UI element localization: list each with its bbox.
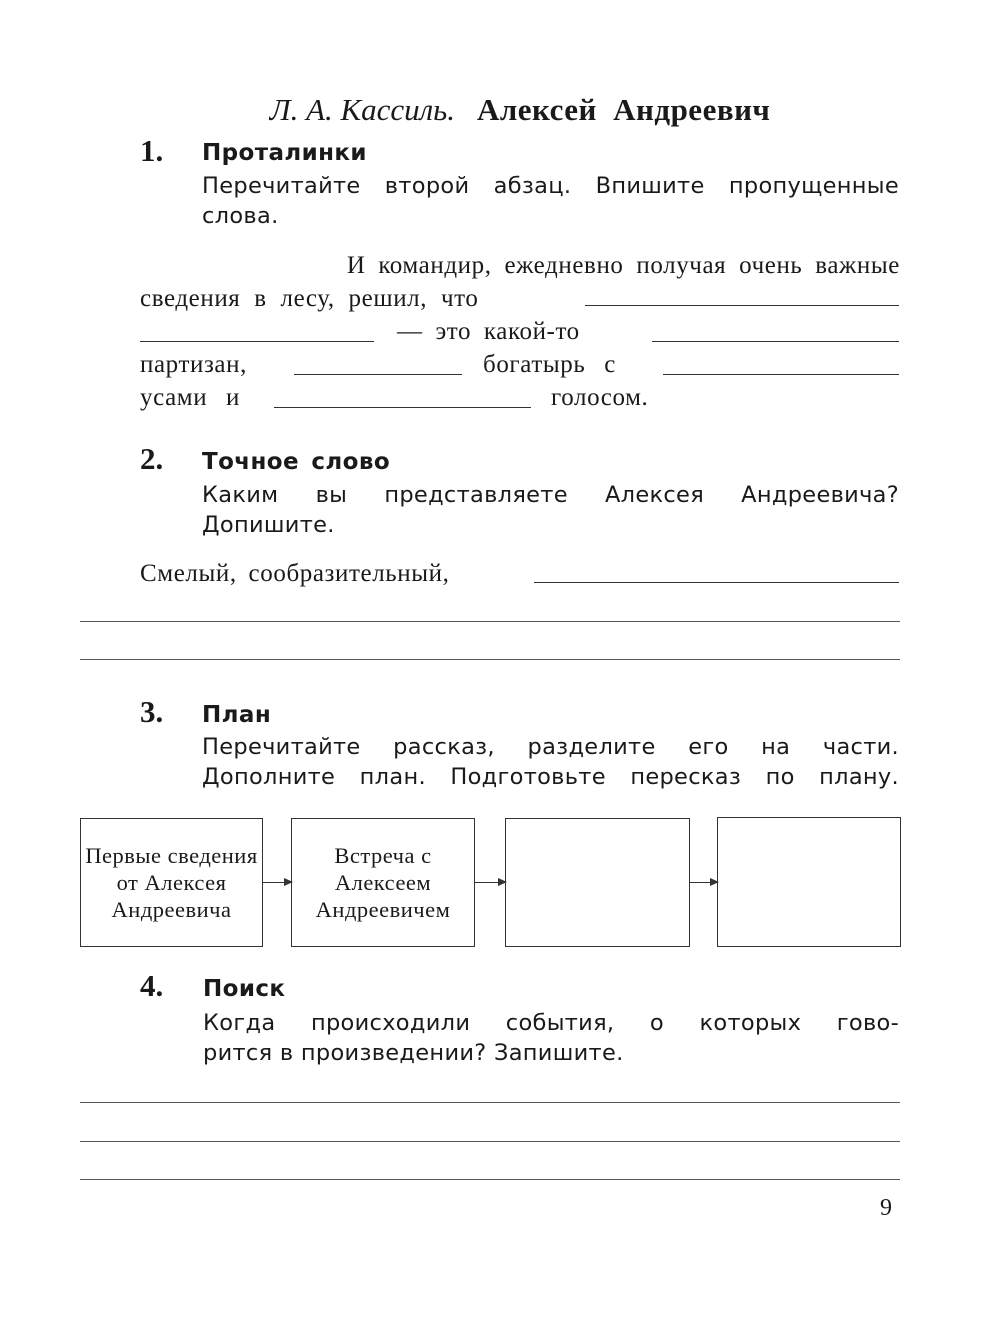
writing-line[interactable] <box>80 1141 900 1142</box>
task-2-title: Точное слово <box>202 449 391 475</box>
task-3-instruction-line: Перечитайте рассказ, разделите его на части. <box>202 734 899 760</box>
task-1-text-line-4a: партизан, <box>140 351 247 378</box>
writing-line[interactable] <box>80 1102 900 1103</box>
writing-line[interactable] <box>80 1179 900 1180</box>
story-title: Алексей Андреевич <box>477 92 771 127</box>
page-header <box>140 92 900 128</box>
task-1-title: Проталинки <box>202 140 367 166</box>
task-1-instruction-line: слова. <box>202 203 279 229</box>
arrow-right-icon <box>690 882 717 883</box>
plan-box-label: Встреча с Алексеем Андреевичем <box>315 843 451 922</box>
task-3-instruction <box>202 732 899 792</box>
answer-blank[interactable] <box>140 341 374 342</box>
answer-blank[interactable] <box>585 305 899 306</box>
task-1-text-line-1: И командир, ежедневно получая очень важные <box>346 252 900 279</box>
task-4-instruction <box>203 1008 899 1068</box>
arrow-right-icon <box>263 882 291 883</box>
answer-blank[interactable] <box>294 374 462 375</box>
task-1-instruction <box>202 171 899 231</box>
plan-box-2 <box>291 818 475 947</box>
answer-blank[interactable] <box>534 582 899 583</box>
task-3-title: План <box>202 702 272 728</box>
arrow-right-icon <box>475 882 505 883</box>
task-2-prompt: Смелый, сообразительный, <box>140 560 450 587</box>
plan-box-1 <box>80 818 263 947</box>
task-1-text-line-5a: усами и <box>140 384 241 411</box>
answer-blank[interactable] <box>652 341 899 342</box>
task-1-text-line-3: — это какой-то <box>397 318 580 345</box>
task-1-number: 1. <box>140 133 164 168</box>
writing-line[interactable] <box>80 621 900 622</box>
plan-box-label: Первые сведения от Алексея Андреевича <box>85 843 258 922</box>
writing-line[interactable] <box>80 659 900 660</box>
task-3-number: 3. <box>140 694 164 729</box>
task-2-instruction-line: Каким вы представляете Алексея Андреевича? <box>202 482 899 508</box>
plan-box-3-empty[interactable] <box>505 818 690 947</box>
task-1-text-line-2: сведения в лесу, решил, что <box>140 285 479 312</box>
plan-box-4-empty[interactable] <box>717 817 901 947</box>
task-1-instruction-line: Перечитайте второй абзац. Впишите пропущенные <box>202 173 899 199</box>
task-4-instruction-line: рится в произведении? Запишите. <box>203 1040 624 1066</box>
task-4-instruction-line: Когда происходили события, о которых гово- <box>203 1010 899 1036</box>
answer-blank[interactable] <box>663 374 899 375</box>
task-1-text-line-4b: богатырь с <box>483 351 616 378</box>
task-2-instruction <box>202 480 899 540</box>
task-2-number: 2. <box>140 441 164 476</box>
task-4-title: Поиск <box>203 976 286 1002</box>
task-2-instruction-line: Допишите. <box>202 512 335 538</box>
task-1-text-line-5b: голосом. <box>551 384 649 411</box>
page-number: 9 <box>880 1195 892 1221</box>
task-3-instruction-line: Дополните план. Подготовьте пересказ по плану. <box>202 764 899 790</box>
task-4-number: 4. <box>140 968 164 1003</box>
author-name: Л. А. Кассиль. <box>269 92 455 127</box>
answer-blank[interactable] <box>274 407 531 408</box>
